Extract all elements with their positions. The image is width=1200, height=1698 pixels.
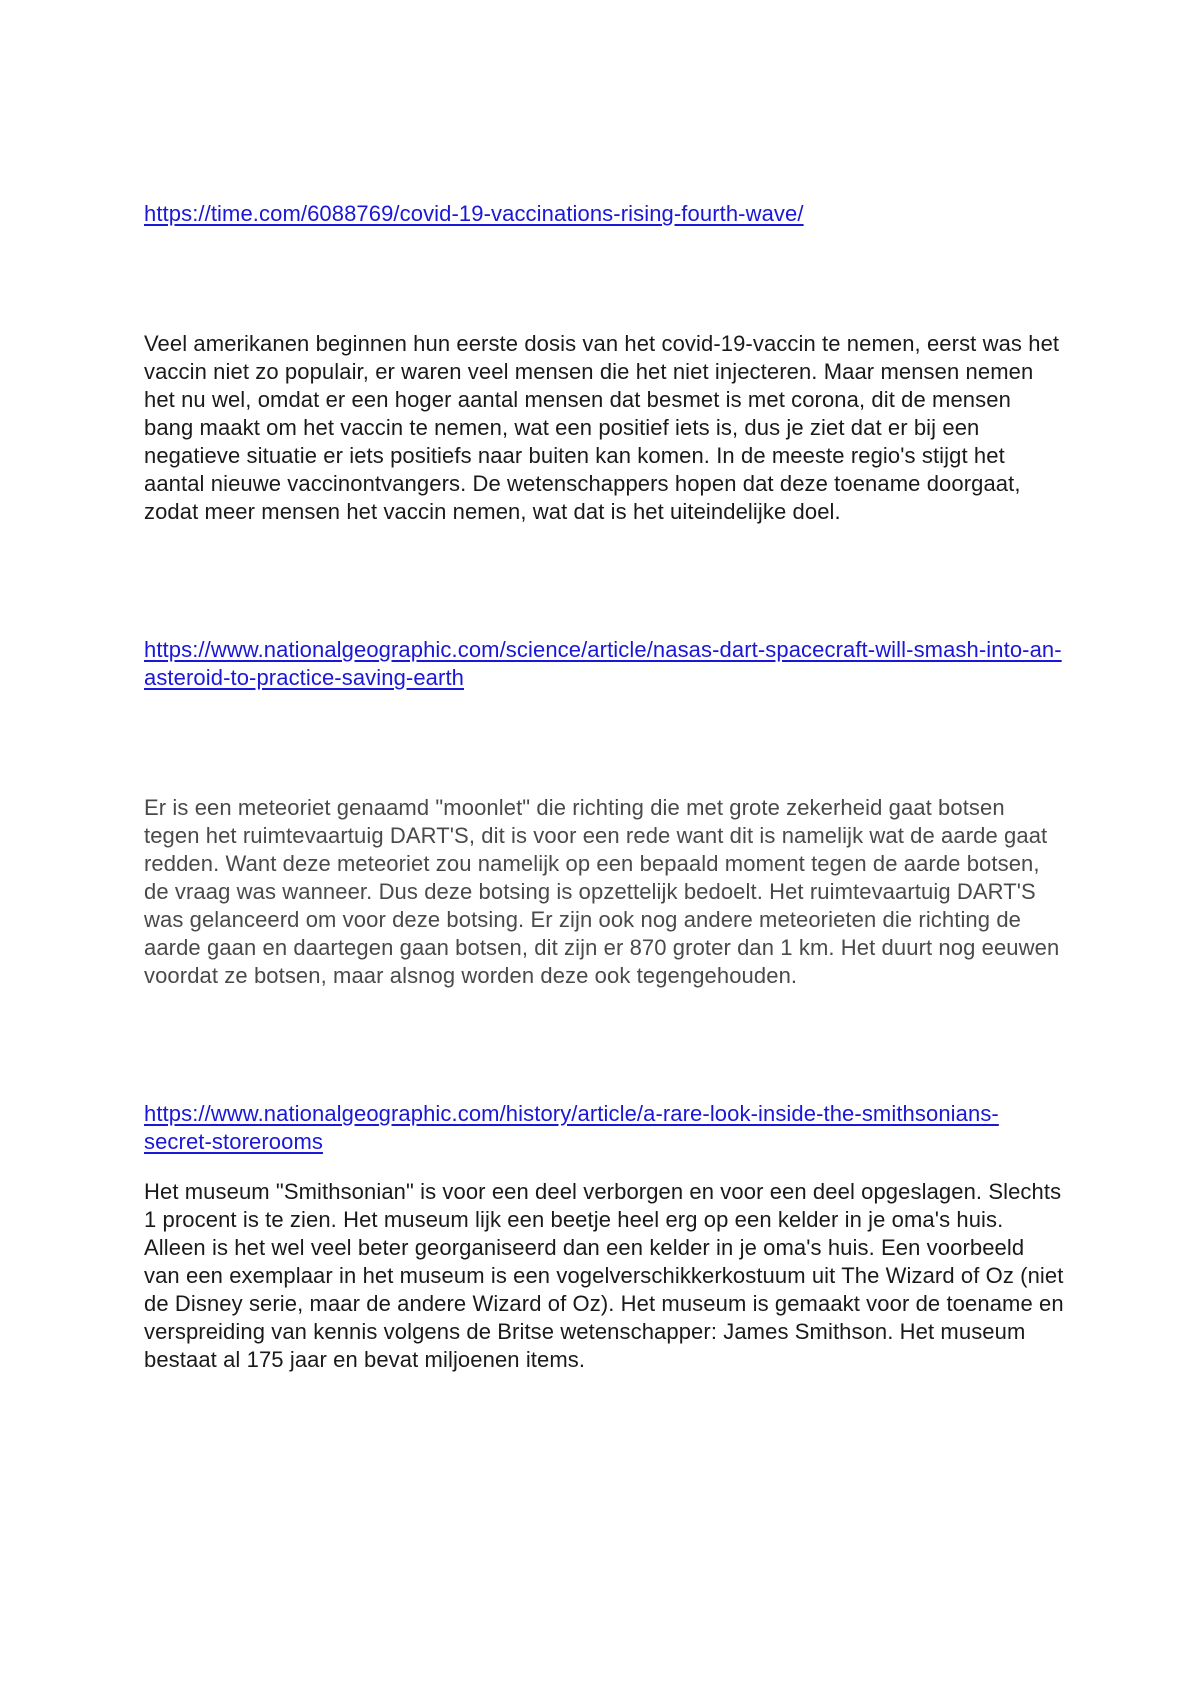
source-link-natgeo-smithsonian[interactable]: https://www.nationalgeographic.com/history/article/a-rare-look-inside-the-smithsonians-secret-storerooms [144,1101,999,1154]
source-link-natgeo-dart[interactable]: https://www.nationalgeographic.com/science/article/nasas-dart-spacecraft-will-smash-into-an-asteroid-to-practice-saving-earth [144,637,1062,690]
paragraph-covid-summary: Veel amerikanen beginnen hun eerste dosis van het covid-19-vaccin te nemen, eerst was het vaccin niet zo populair, er waren veel mensen die het niet injecteren. Maar mensen nemen het nu wel, omdat er een hoger aantal mensen dat besmet is met corona, dit de mensen bang maakt om het vaccin te nemen, wat een positief iets is, dus je ziet dat er bij een negatieve situatie er iets positiefs naar buiten kan komen. In de meeste regio's stijgt het aantal nieuwe vaccinontvangers. De wetenschappers hopen dat deze toename doorgaat, zodat meer mensen het vaccin nemen, wat dat is het uiteindelijke doel. [144,331,1060,524]
source-link-time-covid[interactable]: https://time.com/6088769/covid-19-vaccinations-rising-fourth-wave/ [144,201,804,226]
paragraph-smithsonian-summary: Het museum "Smithsonian" is voor een deel verborgen en voor een deel opgeslagen. Slechts 1 procent is te zien. Het museum lijk een beetje heel erg op een kelder in je oma's huis. Alleen is het wel veel beter georganiseerd dan een kelder in je oma's huis. Een voorbeeld van een exemplaar in het museum is een vogelverschikkerkostuum uit The Wizard of Oz (niet de Disney serie, maar de andere Wizard of Oz). Het museum is gemaakt voor de toename en verspreiding van kennis volgens de Britse wetenschapper: James Smithson. Het museum bestaat al 175 jaar en bevat miljoenen items. [144,1179,1064,1372]
paragraph-dart-summary: Er is een meteoriet genaamd "moonlet" die richting die met grote zekerheid gaat botsen tegen het ruimtevaartuig DART'S, dit is voor een rede want dit is namelijk wat de aarde gaat redden. Want deze meteoriet zou namelijk op een bepaald moment tegen de aarde botsen, de vraag was wanneer. Dus deze botsing is opzettelijk bedoelt. Het ruimtevaartuig DART'S was gelanceerd om voor deze botsing. Er zijn ook nog andere meteorieten die richting de aarde gaan en daartegen gaan botsen, dit zijn er 870 groter dan 1 km. Het duurt nog eeuwen voordat ze botsen, maar alsnog worden deze ook tegengehouden. [144,795,1060,988]
